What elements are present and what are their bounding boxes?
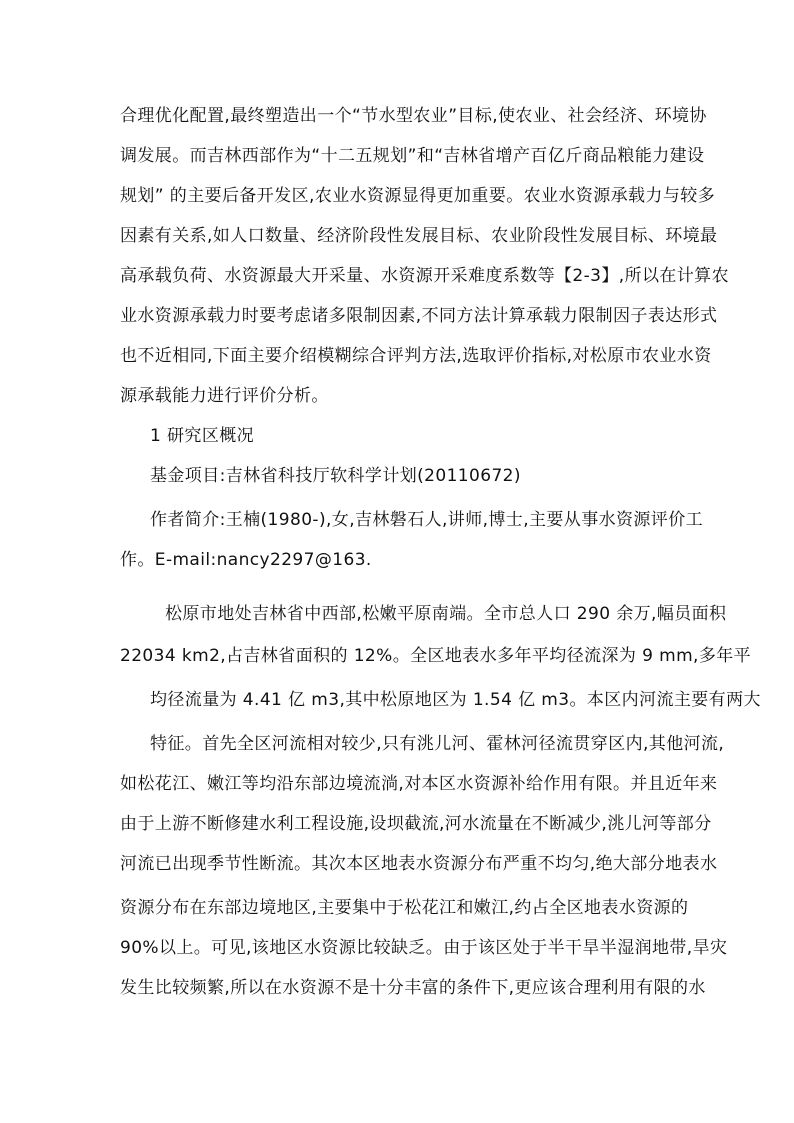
author-note-line-1: 作者简介:王楠(1980-),女,吉林磐石人,讲师,博士,主要从事水资源评价工 xyxy=(150,510,704,530)
intro-line-3: 规划” 的主要后备开发区,农业水资源显得更加重要。农业水资源承载力与较多 xyxy=(120,186,716,206)
region-line-7: 河流已出现季节性断流。其次本区地表水资源分布严重不均匀,绝大部分地表水 xyxy=(120,854,718,874)
intro-line-6: 业水资源承载力时要考虑诸多限制因素,不同方法计算承载力限制因子表达形式 xyxy=(120,306,718,326)
region-line-2: 22034 km2,占吉林省面积的 12%。全区地表水多年平均径流深为 9 mm,多年平 xyxy=(120,646,752,666)
author-note-line-2: 作。E-mail:nancy2297@163. xyxy=(120,550,372,570)
region-line-9: 90%以上。可见,该地区水资源比较缺乏。由于该区处于半干旱半湿润地带,旱灾 xyxy=(120,938,728,958)
region-line-6: 由于上游不断修建水利工程设施,设坝截流,河水流量在不断减少,洮儿河等部分 xyxy=(120,814,712,834)
section-heading: 1 研究区概况 xyxy=(150,426,255,446)
region-line-1: 松原市地处吉林省中西部,松嫩平原南端。全市总人口 290 余万,幅员面积 xyxy=(165,604,727,624)
intro-line-8: 源承载能力进行评价分析。 xyxy=(120,386,329,406)
intro-line-7: 也不近相同,下面主要介绍模糊综合评判方法,选取评价指标,对松原市农业水资 xyxy=(120,346,712,366)
intro-line-5: 高承载负荷、水资源最大开采量、水资源开采难度系数等【2-3】,所以在计算农 xyxy=(120,266,729,286)
region-line-3: 均径流量为 4.41 亿 m3,其中松原地区为 1.54 亿 m3。本区内河流主要有两大 xyxy=(150,690,761,710)
region-line-10: 发生比较频繁,所以在水资源不是十分丰富的条件下,更应该合理利用有限的水 xyxy=(120,978,706,998)
fund-note: 基金项目:吉林省科技厅软科学计划(20110672) xyxy=(150,466,521,486)
intro-line-1: 合理优化配置,最终塑造出一个“节水型农业”目标,使农业、社会经济、环境协 xyxy=(120,106,707,126)
region-line-4: 特征。首先全区河流相对较少,只有洮儿河、霍林河径流贯穿区内,其他河流, xyxy=(150,734,725,754)
region-line-8: 资源分布在东部边境地区,主要集中于松花江和嫩江,约占全区地表水资源的 xyxy=(120,898,689,918)
region-line-5: 如松花江、嫩江等均沿东部边境流淌,对本区水资源补给作用有限。并且近年来 xyxy=(120,774,718,794)
intro-line-4: 因素有关系,如人口数量、经济阶段性发展目标、农业阶段性发展目标、环境最 xyxy=(120,226,718,246)
intro-line-2: 调发展。而吉林西部作为“十二五规划”和“吉林省增产百亿斤商品粮能力建设 xyxy=(120,146,705,166)
